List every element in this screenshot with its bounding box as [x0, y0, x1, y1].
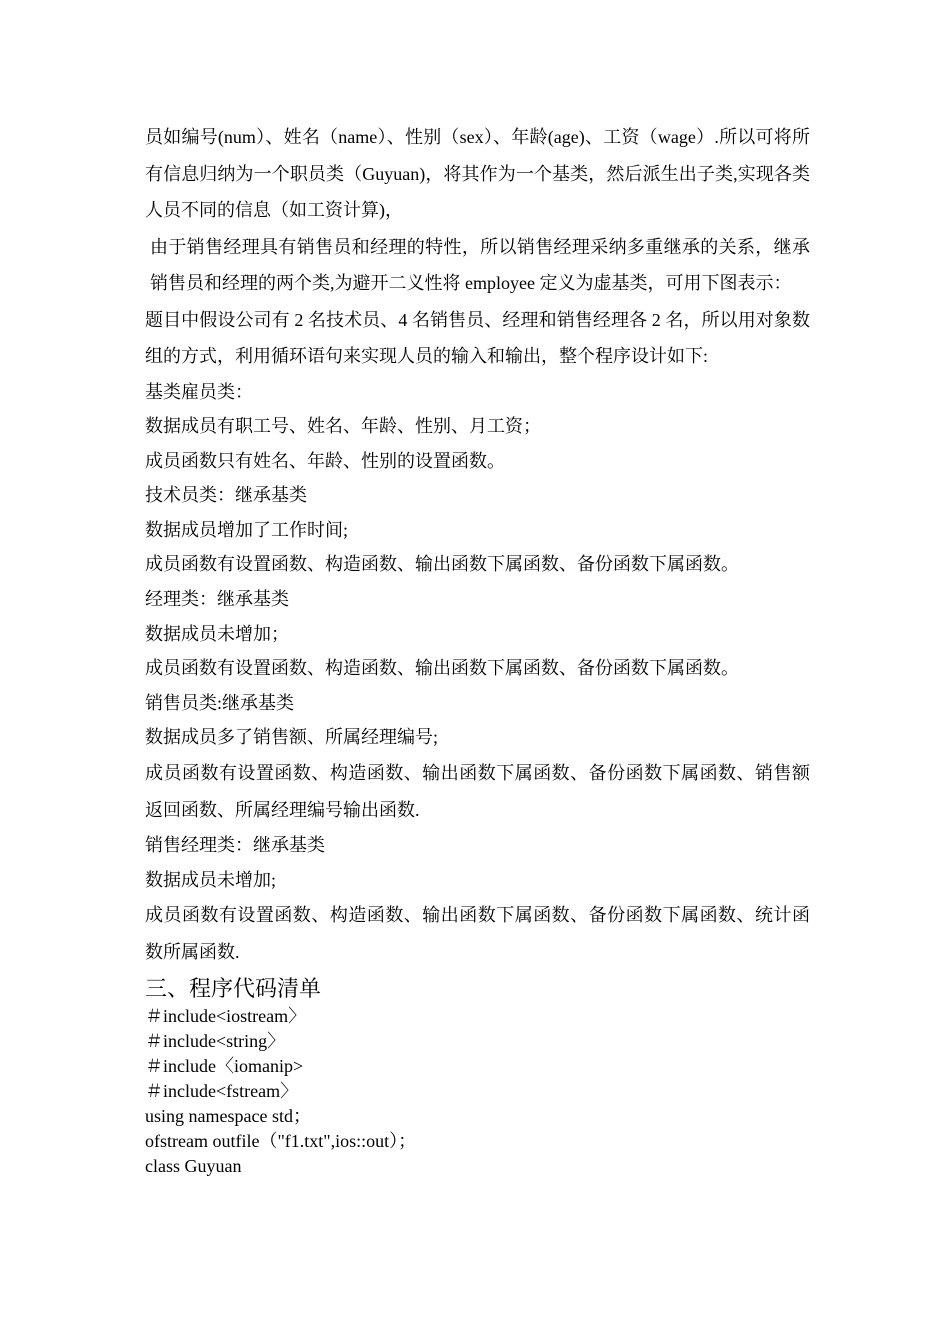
code-line: class Guyuan	[145, 1156, 242, 1177]
paragraph-salesmanager-functions: 成员函数有设置函数、构造函数、输出函数下属函数、备份函数下属函数、统计函数所属函数.	[145, 905, 810, 962]
code-line: ＃include<string〉	[145, 1031, 286, 1052]
code-line: ofstream outfile（"f1.txt",ios::out）；	[145, 1131, 417, 1152]
paragraph-base-members: 数据成员有职工号、姓名、年龄、性别、月工资；	[145, 416, 541, 437]
paragraph-technician-class: 技术员类：继承基类	[145, 485, 307, 506]
paragraph-salesman-functions: 成员函数有设置函数、构造函数、输出函数下属函数、备份函数下属函数、销售额返回函数、所属经理编号输出函数.	[145, 763, 810, 820]
paragraph-manager-members: 数据成员未增加；	[145, 623, 289, 644]
paragraph-salesman-members: 数据成员多了销售额、所属经理编号;	[145, 727, 438, 748]
paragraph-base-functions: 成员函数只有姓名、年龄、性别的设置函数。	[145, 450, 505, 471]
paragraph-manager-class: 经理类：继承基类	[145, 589, 289, 610]
paragraph-salesman-class: 销售员类:继承基类	[145, 692, 295, 713]
code-line: ＃include〈iomanip>	[145, 1056, 304, 1077]
paragraph-technician-members: 数据成员增加了工作时间;	[145, 519, 348, 540]
document-body	[145, 119, 810, 1179]
paragraph-intro: 员如编号(num）、姓名（name）、性别（sex）、年龄(age)、工资（wage）.所以可将所有信息归纳为一个职员类（Guyuan)，将其作为一个基类，然后派生出子类,实现各类人员不同的信息（如工资计算)，	[145, 127, 810, 220]
paragraph-design: 题目中假设公司有 2 名技术员、4 名销售员、经理和销售经理各 2 名，所以用对象数组的方式，利用循环语句来实现人员的输入和输出，整个程序设计如下:	[145, 309, 810, 366]
paragraph-salesmanager-members: 数据成员未增加;	[145, 869, 277, 890]
code-line: ＃include<iostream〉	[145, 1006, 307, 1027]
code-listing	[145, 1004, 810, 1179]
code-line: ＃include<fstream〉	[145, 1081, 299, 1102]
code-line: using namespace std；	[145, 1106, 311, 1127]
paragraph-manager-functions: 成员函数有设置函数、构造函数、输出函数下属函数、备份函数下属函数。	[145, 658, 739, 679]
paragraph-base-class: 基类雇员类：	[145, 381, 253, 402]
section-heading: 三、程序代码清单	[145, 977, 322, 1003]
paragraph-inheritance: 由于销售经理具有销售员和经理的特性，所以销售经理采纳多重继承的关系，继承销售员和经理的两个类,为避开二义性将 employee 定义为虚基类，可用下图表示：	[150, 236, 810, 293]
paragraph-salesmanager-class: 销售经理类：继承基类	[145, 835, 325, 856]
paragraph-technician-functions: 成员函数有设置函数、构造函数、输出函数下属函数、备份函数下属函数。	[145, 554, 739, 575]
